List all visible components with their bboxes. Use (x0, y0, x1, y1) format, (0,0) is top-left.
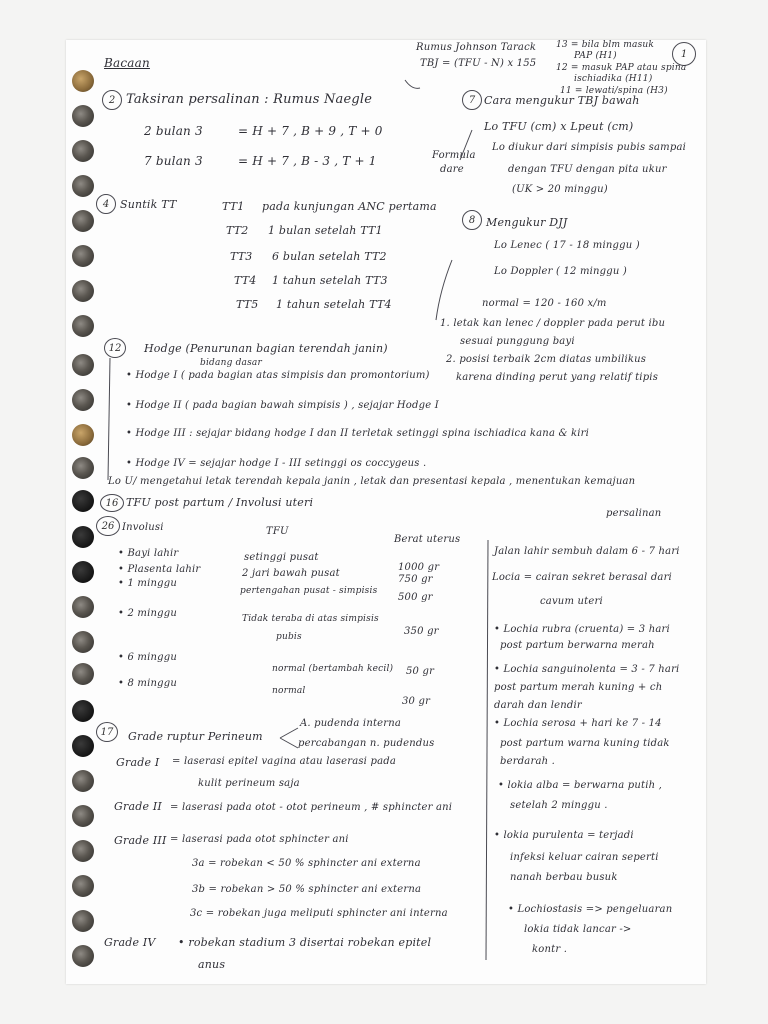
section-number: 26 (96, 516, 120, 536)
involusi-cell: • Plasenta lahir (118, 564, 201, 575)
binder-hole (72, 875, 94, 897)
rumus-note: 13 = bila blm masuk (556, 40, 655, 50)
tt-desc: 6 bulan setelah TT2 (272, 250, 387, 263)
grade-desc: = laserasi pada otot sphincter ani (170, 834, 349, 845)
berat-cell: 50 gr (406, 666, 435, 677)
binder-hole (72, 457, 94, 479)
rumus-note: ischiadika (H11) (574, 74, 653, 84)
tt-desc: 1 bulan setelah TT1 (268, 224, 383, 237)
binder-hole (72, 596, 94, 618)
hodge-note: persalinan (606, 508, 662, 519)
binder-hole (72, 424, 94, 446)
right-note: post partum merah kuning + ch (494, 682, 663, 693)
grade-label: Grade I (116, 756, 160, 769)
tt-label: TT2 (226, 224, 249, 237)
rumus-formula: TBJ = (TFU - N) x 155 (420, 58, 537, 69)
text-line: Lo TFU (cm) x Lpeut (cm) (484, 120, 634, 133)
section-number: 12 (104, 338, 126, 358)
annotation: A. pudenda interna (300, 718, 402, 729)
hodge-note: Lo U/ mengetahui letak terendah kepala janin , letak dan presentasi kepala , menentukan kemajuan (108, 476, 636, 487)
grade-desc: = laserasi epitel vagina atau laserasi pada (172, 756, 396, 767)
right-note: • Lochia rubra (cruenta) = 3 hari (494, 624, 670, 635)
binder-hole (72, 140, 94, 162)
right-note: • Lochia serosa + hari ke 7 - 14 (494, 718, 662, 729)
section-number: 7 (462, 90, 482, 110)
section-number: 2 (102, 90, 122, 110)
involusi-cell: • 2 minggu (118, 608, 177, 619)
right-note: Locia = cairan sekret berasal dari (492, 572, 672, 583)
column-header: Involusi (122, 522, 164, 533)
djj-item: Lo Lenec ( 17 - 18 minggu ) (494, 240, 640, 251)
tt-desc: 1 tahun setelah TT3 (272, 274, 388, 287)
grade-label: Grade III (114, 834, 167, 847)
page-number-circle: 1 (672, 42, 696, 66)
binder-hole (72, 389, 94, 411)
annotation: bidang dasar (200, 358, 262, 368)
right-note: nanah berbau busuk (510, 872, 618, 883)
right-note: kontr . (532, 944, 568, 955)
side-note: dare (440, 164, 464, 175)
tt-desc: pada kunjungan ANC pertama (262, 200, 437, 213)
tfu-cell: pubis (276, 632, 302, 642)
tfu-cell: pertengahan pusat - simpisis (240, 586, 378, 596)
tfu-cell: Tidak teraba di atas simpisis (242, 614, 379, 624)
grade-desc: 3c = robekan juga meliputi sphincter ani interna (190, 908, 448, 919)
right-note: berdarah . (500, 756, 556, 767)
naegle-formula: = H + 7 , B + 9 , T + 0 (238, 124, 383, 138)
tt-label: TT5 (236, 298, 259, 311)
binder-hole (72, 245, 94, 267)
binder-hole (72, 700, 94, 722)
tfu-cell: 2 jari bawah pusat (242, 568, 340, 579)
tt-desc: 1 tahun setelah TT4 (276, 298, 392, 311)
berat-cell: 500 gr (398, 592, 433, 603)
right-note: Jalan lahir sembuh dalam 6 - 7 hari (494, 546, 680, 557)
column-header: TFU (266, 526, 289, 537)
binder-hole (72, 910, 94, 932)
section-title: Grade ruptur Perineum (128, 730, 263, 743)
right-note: • lokia purulenta = terjadi (494, 830, 634, 841)
naegle-formula: = H + 7 , B - 3 , T + 1 (238, 154, 377, 168)
section-number: 17 (96, 722, 118, 742)
right-note: • lokia alba = berwarna putih , (498, 780, 662, 791)
binder-hole (72, 105, 94, 127)
section-number: 8 (462, 210, 482, 230)
right-note: darah dan lendir (494, 700, 582, 711)
right-note: post partum berwarna merah (500, 640, 655, 651)
binder-hole (72, 210, 94, 232)
rumus-note: PAP (H1) (574, 51, 617, 61)
binder-hole (72, 663, 94, 685)
grade-desc: kulit perineum saja (198, 778, 300, 789)
right-note: infeksi keluar cairan seperti (510, 852, 659, 863)
section-title: Suntik TT (120, 198, 177, 211)
involusi-cell: • Bayi lahir (118, 548, 179, 559)
annotation: percabangan n. pudendus (298, 738, 435, 749)
binder-hole (72, 354, 94, 376)
tt-label: TT4 (234, 274, 257, 287)
djj-item: normal = 120 - 160 x/m (482, 298, 607, 309)
djj-note: sesuai punggung bayi (460, 336, 575, 347)
tt-label: TT3 (230, 250, 253, 263)
binder-hole (72, 175, 94, 197)
page-title: Bacaan (104, 56, 150, 70)
grade-desc: 3b = robekan > 50 % sphincter ani externa (192, 884, 422, 895)
binder-hole (72, 945, 94, 967)
right-note: cavum uteri (540, 596, 603, 607)
right-note: post partum warna kuning tidak (500, 738, 670, 749)
djj-note: karena dinding perut yang relatif tipis (456, 372, 659, 383)
tfu-cell: normal (272, 686, 306, 696)
naegle-case: 7 bulan 3 (144, 154, 203, 168)
grade-desc: anus (198, 958, 226, 971)
tt-label: TT1 (222, 200, 245, 213)
right-note: • Lochiostasis => pengeluaran (508, 904, 673, 915)
binder-hole (72, 315, 94, 337)
rumus-note: 11 = lewati/spina (H3) (560, 86, 668, 96)
binder-hole (72, 70, 94, 92)
tfu-cell: setinggi pusat (244, 552, 319, 563)
column-header: Berat uterus (394, 534, 461, 545)
hodge-item: • Hodge I ( pada bagian atas simpisis dan promontorium) (126, 370, 430, 381)
grade-label: Grade IV (104, 936, 156, 949)
binder-hole (72, 280, 94, 302)
tfu-cell: normal (bertambah kecil) (272, 664, 394, 674)
right-note: • Lochia sanguinolenta = 3 - 7 hari (494, 664, 680, 675)
right-note: setelah 2 minggu . (510, 800, 608, 811)
section-title: Hodge (Penurunan bagian terendah janin) (144, 342, 388, 355)
berat-cell: 350 gr (404, 626, 439, 637)
section-number: 4 (96, 194, 116, 214)
text-line: dengan TFU dengan pita ukur (508, 164, 667, 175)
section-title: Mengukur DJJ (486, 216, 568, 229)
section-title: TFU post partum / Involusi uteri (126, 496, 314, 509)
djj-note: 2. posisi terbaik 2cm diatas umbilikus (446, 354, 647, 365)
rumus-title: Rumus Johnson Tarack (416, 42, 537, 53)
side-note: Formula (432, 150, 476, 161)
binder-hole (72, 735, 94, 757)
binder-hole (72, 805, 94, 827)
grade-desc: = laserasi pada otot - otot perineum , # sphincter ani (170, 802, 453, 813)
text-line: Lo diukur dari simpisis pubis sampai (492, 142, 687, 153)
djj-note: 1. letak kan lenec / doppler pada perut ibu (440, 318, 666, 329)
djj-item: Lo Doppler ( 12 minggu ) (494, 266, 627, 277)
hodge-item: • Hodge IV = sejajar hodge I - III setinggi os coccygeus . (126, 458, 427, 469)
section-title: Taksiran persalinan : Rumus Naegle (126, 92, 373, 107)
grade-label: Grade II (114, 800, 162, 813)
hodge-item: • Hodge III : sejajar bidang hodge I dan II terletak setinggi spina ischiadica kana & kiri (126, 428, 590, 439)
section-title: Cara mengukur TBJ bawah (484, 94, 640, 107)
binder-hole (72, 526, 94, 548)
binder-hole (72, 840, 94, 862)
binder-hole (72, 770, 94, 792)
text-line: (UK > 20 minggu) (512, 184, 608, 195)
berat-cell: 1000 gr (398, 562, 440, 573)
grade-desc: 3a = robekan < 50 % sphincter ani externa (192, 858, 421, 869)
grade-desc: • robekan stadium 3 disertai robekan epitel (178, 936, 432, 949)
berat-cell: 30 gr (402, 696, 431, 707)
berat-cell: 750 gr (398, 574, 433, 585)
naegle-case: 2 bulan 3 (144, 124, 203, 138)
right-note: lokia tidak lancar -> (524, 924, 632, 935)
rumus-note: 12 = masuk PAP atau spina (556, 63, 687, 73)
involusi-cell: • 1 minggu (118, 578, 177, 589)
binder-hole (72, 561, 94, 583)
section-number: 16 (100, 494, 124, 512)
binder-hole (72, 631, 94, 653)
involusi-cell: • 8 minggu (118, 678, 177, 689)
binder-hole (72, 490, 94, 512)
hodge-item: • Hodge II ( pada bagian bawah simpisis ) , sejajar Hodge I (126, 400, 439, 411)
involusi-cell: • 6 minggu (118, 652, 177, 663)
